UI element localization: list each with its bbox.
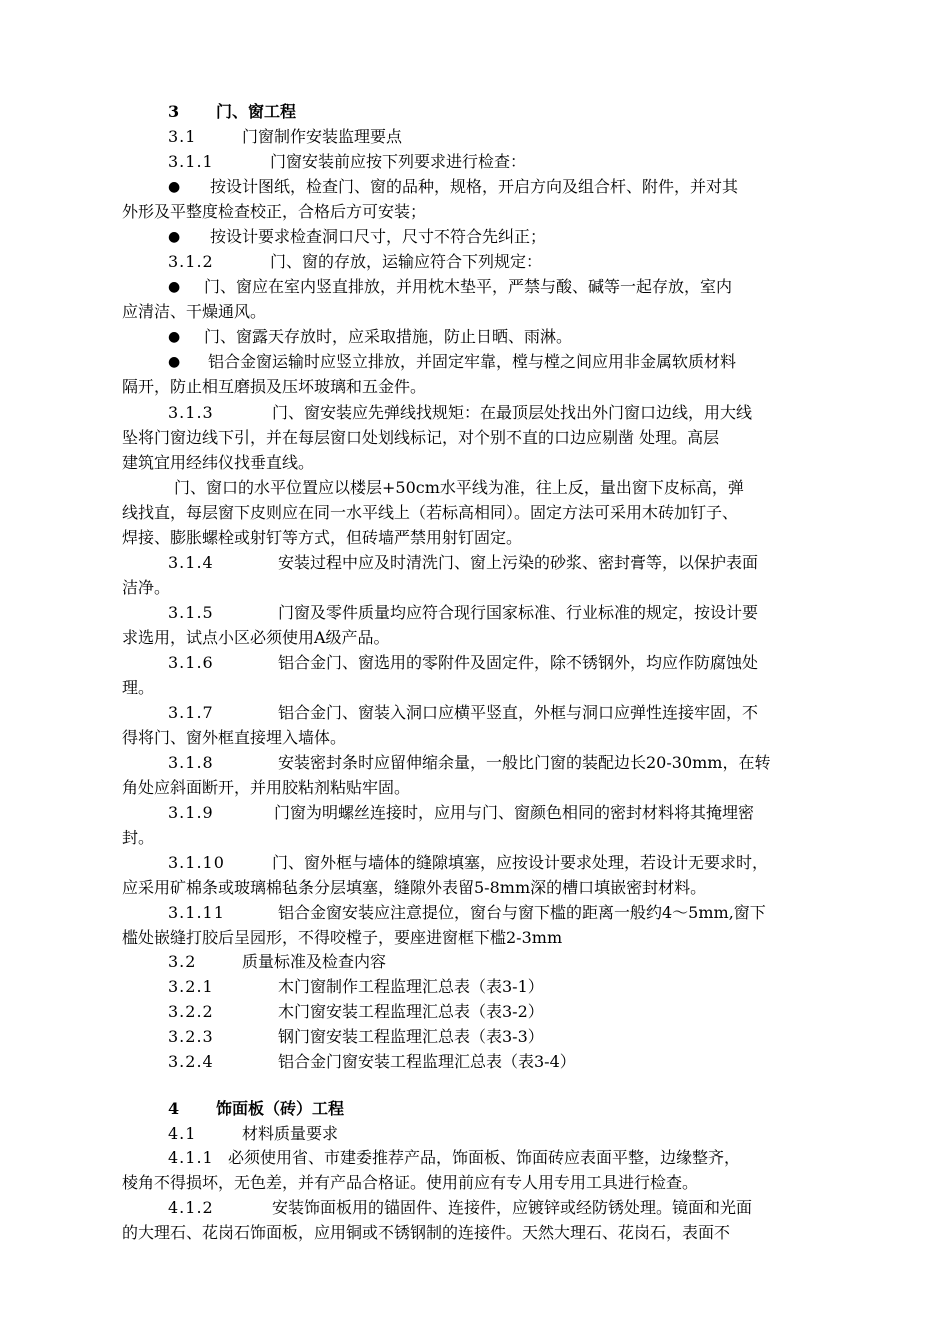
clause-text: 门窗及零件质量均应符合现行国家标准、行业标准的规定，按设计要 <box>278 603 759 622</box>
clause-text: 必须使用省、市建委推荐产品，饰面板、饰面砖应表面平整，边缘整齐， <box>228 1148 741 1167</box>
bullet-continuation <box>122 375 862 399</box>
clause-number: 3.2.4 <box>168 1052 214 1071</box>
clause-3-1-11 <box>122 901 862 925</box>
bullet-text: 隔开，防止相互磨损及压坏玻璃和五金件。 <box>122 377 427 396</box>
clause-number: 3.1.1 <box>168 152 214 171</box>
clause-text: 得将门、窗外框直接埋入墙体。 <box>122 728 347 747</box>
clause-3-2-4 <box>122 1050 862 1074</box>
paragraph-line <box>122 476 862 500</box>
clause-3-2-1 <box>122 975 862 999</box>
clause-4-1-2 <box>122 1196 862 1220</box>
bullet-item <box>122 350 862 374</box>
clause-text: 门窗制作安装监理要点 <box>242 127 403 146</box>
clause-text: 钢门窗安装工程监理汇总表（表3-3） <box>278 1027 544 1046</box>
subsection-3-1 <box>122 125 862 149</box>
clause-text: 坠将门窗边线下引，并在每层窗口处划线标记，对个别不直的口边应剔凿 处理。高层 <box>122 428 720 447</box>
clause-text: 安装过程中应及时清洗门、窗上污染的砂浆、密封膏等，以保护表面 <box>278 553 759 572</box>
clause-text: 安装饰面板用的锚固件、连接件，应镀锌或经防锈处理。镜面和光面 <box>272 1198 753 1217</box>
clause-3-2-2 <box>122 1000 862 1024</box>
clause-text: 门窗为明螺丝连接时，应用与门、窗颜色相同的密封材料将其掩埋密 <box>274 803 755 822</box>
clause-text: 封。 <box>122 828 155 847</box>
clause-continuation <box>122 726 862 750</box>
clause-text: 建筑宜用经纬仪找垂直线。 <box>122 453 315 472</box>
clause-3-1-3 <box>122 401 862 425</box>
clause-text: 求选用，试点小区必须使用A级产品。 <box>122 628 390 647</box>
clause-text: 门、窗的存放，运输应符合下列规定： <box>270 252 543 271</box>
clause-continuation <box>122 626 862 650</box>
clause-number: 4.1 <box>168 1124 197 1143</box>
clause-continuation <box>122 876 862 900</box>
subsection-4-1 <box>122 1122 862 1146</box>
clause-number: 3.2.2 <box>168 1002 214 1021</box>
clause-number: 3.1.2 <box>168 252 214 271</box>
bullet-item <box>122 325 862 349</box>
clause-4-1-1 <box>122 1146 862 1170</box>
bullet-icon: ● <box>168 179 181 195</box>
clause-continuation <box>122 926 862 950</box>
bullet-text: 门、窗露天存放时，应采取措施，防止日晒、雨淋。 <box>204 327 573 346</box>
bullet-text: 按设计要求检查洞口尺寸，尺寸不符合先纠正； <box>210 227 547 246</box>
clause-number: 3.1.5 <box>168 603 214 622</box>
clause-text: 理。 <box>122 678 155 697</box>
clause-text: 质量标准及检查内容 <box>242 952 387 971</box>
paragraph-text: 焊接、膨胀螺栓或射钉等方式，但砖墙严禁用射钉固定。 <box>122 528 523 547</box>
paragraph-text: 线找直，每层窗下皮则应在同一水平线上（若标高相同）。固定方法可采用木砖加钉子、 <box>122 503 739 522</box>
clause-3-1-7 <box>122 701 862 725</box>
bullet-icon: ● <box>168 279 181 295</box>
clause-number: 3.2 <box>168 952 197 971</box>
section-heading-4 <box>122 1097 862 1121</box>
clause-3-1-10 <box>122 851 862 875</box>
clause-text: 铝合金门窗安装工程监理汇总表（表3-4） <box>278 1052 576 1071</box>
clause-text: 木门窗安装工程监理汇总表（表3-2） <box>278 1002 544 1021</box>
clause-number: 3.1.8 <box>168 753 214 772</box>
clause-text: 铝合金窗安装应注意提位，窗台与窗下槛的距离一般约4～5mm,窗下 <box>278 903 766 922</box>
subsection-3-2 <box>122 950 862 974</box>
section-title: 饰面板（砖）工程 <box>216 1099 345 1118</box>
clause-text: 槛处嵌缝打胶后呈园形，不得咬樘子，要座进窗框下槛2-3mm <box>122 928 563 947</box>
clause-number: 3.1.4 <box>168 553 214 572</box>
clause-number: 3.1.9 <box>168 803 214 822</box>
clause-number: 4.1.1 <box>168 1148 214 1167</box>
clause-3-1-6 <box>122 651 862 675</box>
clause-text: 角处应斜面断开，并用胶粘剂粘贴牢固。 <box>122 778 411 797</box>
clause-3-1-4 <box>122 551 862 575</box>
clause-text: 棱角不得损坏，无色差，并有产品合格证。使用前应有专人用专用工具进行检查。 <box>122 1173 699 1192</box>
clause-number: 3.1.11 <box>168 903 225 922</box>
bullet-item <box>122 225 862 249</box>
clause-number: 3.1.6 <box>168 653 214 672</box>
clause-continuation <box>122 776 862 800</box>
clause-continuation <box>122 1221 862 1245</box>
clause-text: 材料质量要求 <box>242 1124 339 1143</box>
clause-text: 洁净。 <box>122 578 171 597</box>
clause-text: 铝合金门、窗选用的零附件及固定件，除不锈钢外，均应作防腐蚀处 <box>278 653 759 672</box>
clause-continuation <box>122 576 862 600</box>
clause-text: 门、窗外框与墙体的缝隙填塞，应按设计要求处理，若设计无要求时， <box>272 853 769 872</box>
paragraph-text: 门、窗口的水平位置应以楼层+50cm水平线为准，往上反，量出窗下皮标高，弹 <box>174 478 744 497</box>
clause-3-1-9 <box>122 801 862 825</box>
clause-number: 3.1 <box>168 127 197 146</box>
clause-number: 3.1.7 <box>168 703 214 722</box>
section-number: 4 <box>168 1099 181 1118</box>
clause-number: 3.1.10 <box>168 853 225 872</box>
clause-text: 的大理石、花岗石饰面板，应用铜或不锈钢制的连接件。天然大理石、花岗石，表面不 <box>122 1223 731 1242</box>
clause-number: 3.2.1 <box>168 977 214 996</box>
bullet-text: 门、窗应在室内竖直排放，并用枕木垫平，严禁与酸、碱等一起存放，室内 <box>204 277 733 296</box>
section-heading-3 <box>122 100 862 124</box>
bullet-text: 应清洁、干燥通风。 <box>122 302 267 321</box>
clause-continuation <box>122 451 862 475</box>
clause-3-1-8 <box>122 751 862 775</box>
bullet-continuation <box>122 200 862 224</box>
bullet-item <box>122 175 862 199</box>
clause-continuation <box>122 826 862 850</box>
clause-3-1-5 <box>122 601 862 625</box>
section-title: 门、窗工程 <box>216 102 297 121</box>
bullet-item <box>122 275 862 299</box>
section-number: 3 <box>168 102 181 121</box>
clause-3-1-2 <box>122 250 862 274</box>
clause-number: 3.2.3 <box>168 1027 214 1046</box>
clause-continuation <box>122 676 862 700</box>
bullet-continuation <box>122 300 862 324</box>
clause-number: 3.1.3 <box>168 403 214 422</box>
bullet-icon: ● <box>168 354 181 370</box>
bullet-text: 铝合金窗运输时应竖立排放，并固定牢靠，樘与樘之间应用非金属软质材料 <box>208 352 737 371</box>
bullet-icon: ● <box>168 229 181 245</box>
clause-continuation <box>122 426 862 450</box>
clause-3-1-1 <box>122 150 862 174</box>
clause-text: 应采用矿棉条或玻璃棉毡条分层填塞，缝隙外表留5-8mm深的槽口填嵌密封材料。 <box>122 878 707 897</box>
clause-text: 门窗安装前应按下列要求进行检查： <box>270 152 527 171</box>
clause-3-2-3 <box>122 1025 862 1049</box>
clause-number: 4.1.2 <box>168 1198 214 1217</box>
bullet-text: 按设计图纸，检查门、窗的品种，规格，开启方向及组合杆、附件，并对其 <box>210 177 739 196</box>
paragraph-line <box>122 526 862 550</box>
clause-continuation <box>122 1171 862 1195</box>
clause-text: 木门窗制作工程监理汇总表（表3-1） <box>278 977 544 996</box>
clause-text: 门、窗安装应先弹线找规矩：在最顶层处找出外门窗口边线，用大线 <box>272 403 753 422</box>
clause-text: 安装密封条时应留伸缩余量，一般比门窗的装配边长20-30mm，在转 <box>278 753 771 772</box>
clause-text: 铝合金门、窗装入洞口应横平竖直，外框与洞口应弹性连接牢固，不 <box>278 703 759 722</box>
paragraph-line <box>122 501 862 525</box>
bullet-icon: ● <box>168 329 181 345</box>
bullet-text: 外形及平整度检查校正，合格后方可安装； <box>122 202 427 221</box>
